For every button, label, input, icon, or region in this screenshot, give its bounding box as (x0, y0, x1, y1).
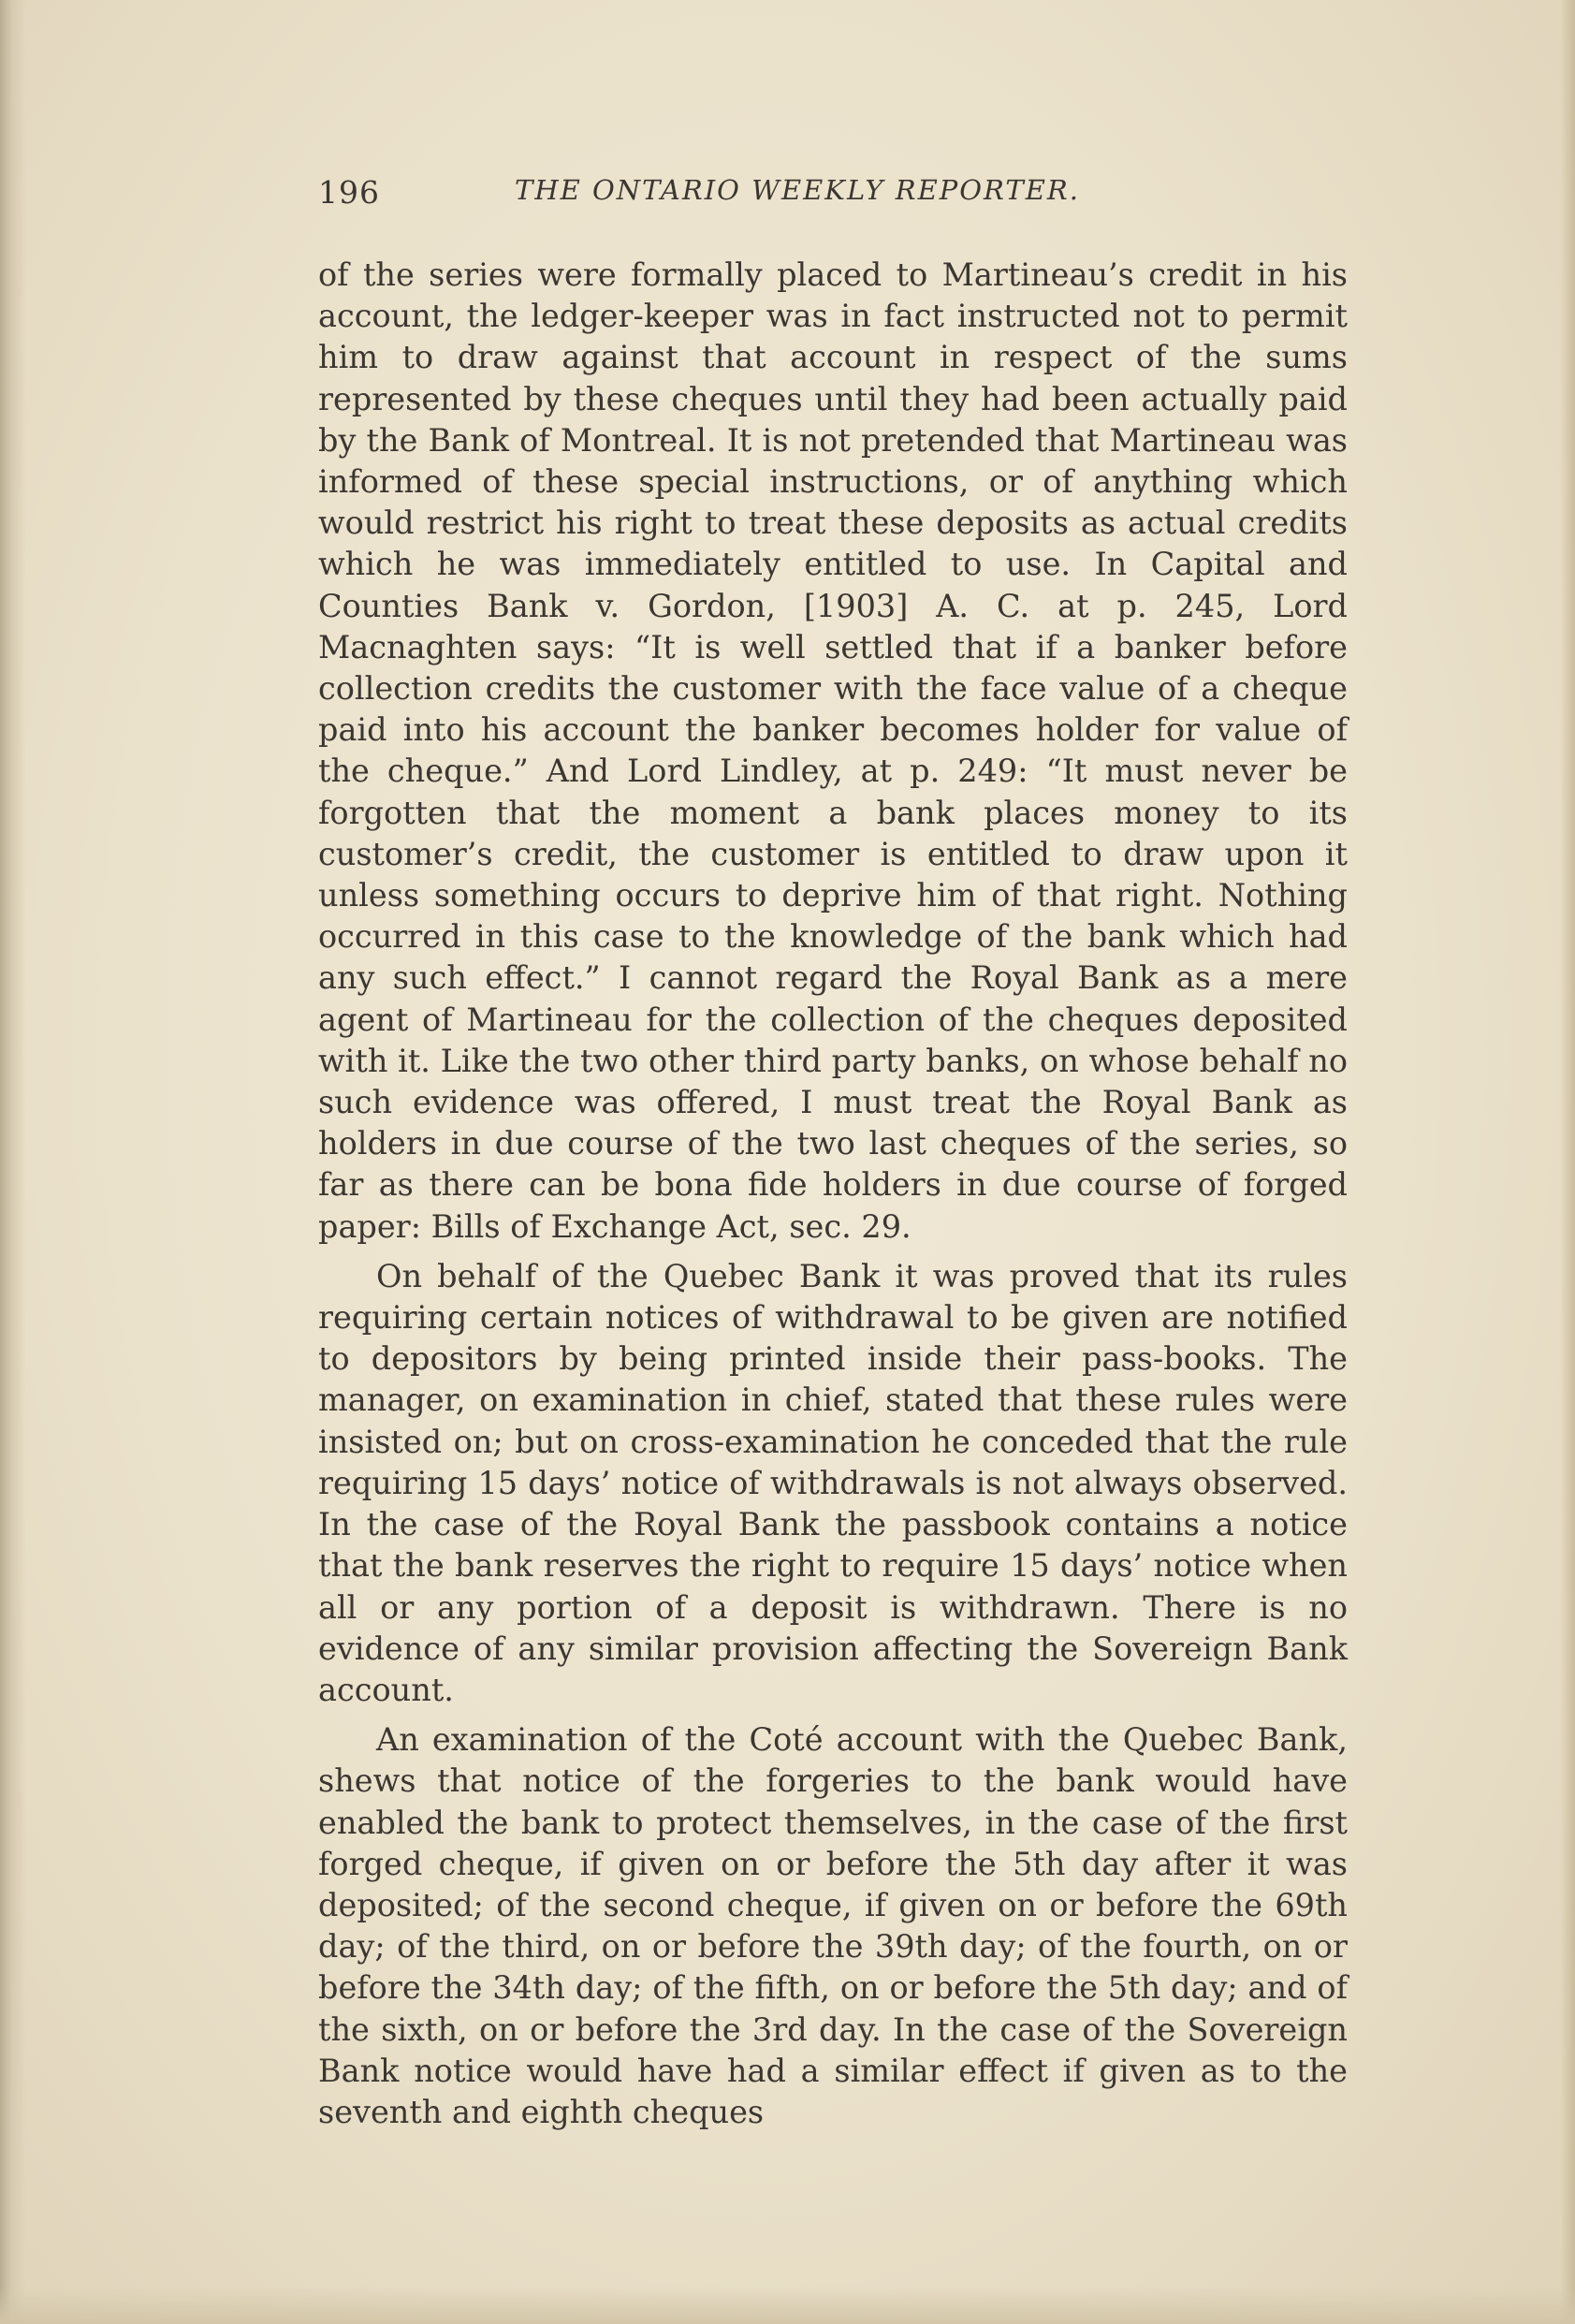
paragraph-continued: of the series were formally placed to Martineau’s credit in his account, the ledger-keeper was in fact instructed not to permit him to draw against that account in respect of the sums represented by these cheques until they had been actually paid by the Bank of Montreal. It is not pretended that Martineau was informed of these special instructions, or of anything which would restrict his right to treat these deposits as actual credits which he was immediately entitled to use. In Capital and Counties Bank v. Gordon, [1903] A. C. at p. 245, Lord Macnaghten says: “It is well settled that if a banker before collection credits the customer with the face value of a cheque paid into his account the banker becomes holder for value of the cheque.” And Lord Lindley, at p. 249: “It must never be forgotten that the moment a bank places money to its customer’s credit, the customer is entitled to draw upon it unless something occurs to deprive him of that right. Nothing occurred in this case to the knowledge of the bank which had any such effect.” I cannot regard the Royal Bank as a mere agent of Martineau for the collection of the cheques deposited with it. Like the two other third party banks, on whose behalf no such evidence was offered, I must treat the Royal Bank as holders in due course of the two last cheques of the series, so far as there can be bona fide holders in due course of forged paper: Bills of Exchange Act, sec. 29. (318, 256, 1348, 1245)
page-edge-shadow (1560, 0, 1575, 2324)
page-bottom-shadow (0, 2287, 1575, 2324)
running-title: THE ONTARIO WEEKLY REPORTER. (515, 174, 1080, 206)
body-text (318, 255, 1348, 2141)
page-number: 196 (318, 174, 380, 211)
binding-gutter-shadow (0, 0, 26, 2324)
running-header (318, 168, 1357, 225)
paragraph-cote-account: An examination of the Coté account with the Quebec Bank, shews that notice of the forgeries to the bank would have enabled the bank to protect themselves, in the case of the first forged cheque, if given on or before the 5th day after it was deposited; of the second cheque, if given on or before the 69th day; of the third, on or before the 39th day; of the fourth, on or before the 34th day; of the fifth, on or before the 5th day; and of the sixth, on or before the 3rd day. In the case of the Sovereign Bank notice would have had a similar effect if given as to the seventh and eighth cheques (318, 1721, 1348, 2130)
paragraph-quebec-bank-rules: On behalf of the Quebec Bank it was proved that its rules requiring certain notices of withdrawal to be given are notified to depositors by being printed inside their pass-books. The manager, on examination in chief, stated that these rules were insisted on; but on cross-examination he conceded that the rule requiring 15 days’ notice of withdrawals is not always observed. In the case of the Royal Bank the passbook contains a notice that the bank reserves the right to require 15 days’ notice when all or any portion of a deposit is withdrawn. There is no evidence of any similar provision affecting the Sovereign Bank account. (318, 1257, 1348, 1708)
